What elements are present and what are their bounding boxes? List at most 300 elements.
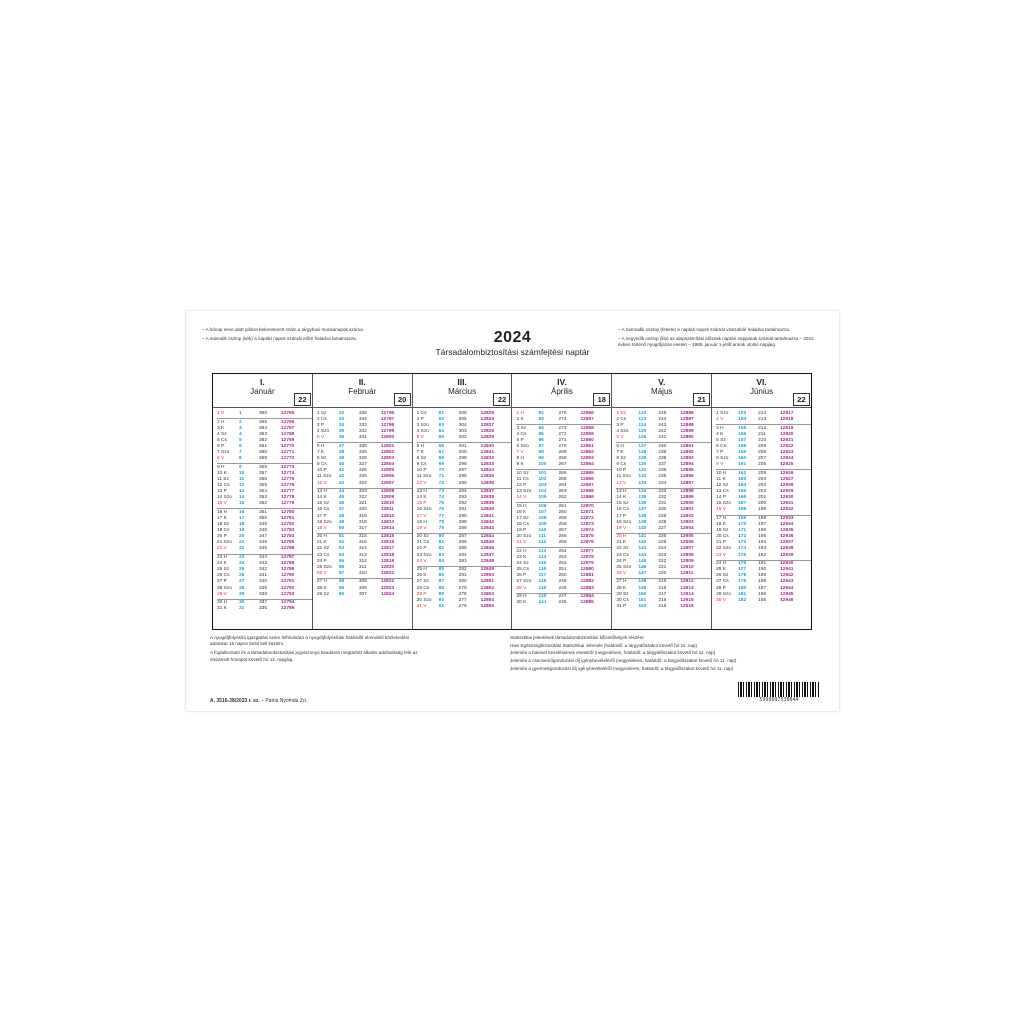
day-base-period-count: 12928: [780, 483, 794, 489]
calendar-subtitle: Társadalombiztosítási számfejtési naptár: [435, 347, 590, 357]
day-list: [213, 408, 312, 612]
day-label: 8 Sz: [316, 456, 327, 462]
day-forward-count: 55: [338, 558, 345, 564]
day-forward-count: 54: [338, 552, 345, 558]
day-base-period-count: 12905: [680, 534, 694, 540]
day-forward-count: 67: [438, 450, 444, 456]
day-base-period-count: 12788: [281, 561, 295, 567]
day-label: 8 V: [217, 456, 225, 462]
day-label: 2 K: [516, 417, 524, 423]
day-base-period-count: 12802: [380, 450, 395, 456]
bottom-note: A nyugdíjfolyósító igazgatási szerv felhívására a nyugdíjfolyósítási határidőt elrendelő közlekedési adatokat 15 napon belül kell közölni.: [210, 635, 409, 647]
day-label: 5 Sz: [716, 437, 726, 443]
day-forward-count: 95: [538, 431, 544, 437]
day-label: 12 Cs: [217, 483, 230, 489]
month-header: [712, 374, 811, 408]
day-forward-count: 48: [338, 513, 345, 519]
day-label: 5 P: [516, 437, 524, 443]
day-label: 27 Cs: [716, 579, 729, 585]
day-base-period-count: 12900: [680, 501, 694, 507]
day-forward-count: 1: [239, 411, 242, 416]
workdays-badge: 22: [793, 393, 810, 406]
day-label: 21 Cs: [416, 540, 430, 546]
day-row: [317, 571, 412, 577]
day-label: 28 Szo: [217, 585, 232, 591]
day-base-period-count: 12884: [580, 594, 594, 600]
day-forward-count: 51: [338, 534, 345, 540]
day-label: 22 Szo: [716, 546, 732, 552]
day-backward-count: 334: [358, 417, 367, 423]
day-backward-count: 359: [259, 456, 268, 462]
day-forward-count: 179: [738, 579, 747, 585]
month-name: Február: [348, 387, 377, 396]
day-backward-count: 288: [458, 525, 467, 531]
day-base-period-count: 12914: [680, 591, 694, 597]
day-label: 4 Szo: [316, 429, 330, 435]
day-forward-count: 181: [738, 591, 747, 597]
day-forward-count: 41: [338, 468, 345, 474]
day-label: 23 Cs: [316, 552, 330, 558]
day-backward-count: 313: [358, 552, 367, 558]
day-forward-count: 26: [239, 573, 245, 579]
day-label: 30 V: [716, 597, 727, 603]
day-forward-count: 22: [239, 546, 245, 552]
day-label: 28 K: [316, 585, 327, 591]
day-base-period-count: 12800: [380, 435, 395, 441]
day-backward-count: 187: [758, 585, 767, 591]
day-base-period-count: 12939: [780, 552, 794, 558]
day-label: 22 Sz: [316, 546, 330, 552]
day-base-period-count: 12785: [281, 540, 295, 546]
day-base-period-count: 12929: [780, 489, 794, 495]
day-backward-count: 342: [259, 567, 268, 573]
bottom-left-notes: [210, 635, 420, 666]
day-backward-count: 328: [358, 456, 367, 462]
day-label: 8 Szo: [716, 456, 729, 462]
day-forward-count: 165: [738, 489, 747, 495]
day-label: 21 K: [616, 540, 627, 546]
day-backward-count: 253: [558, 555, 567, 561]
day-label: 15 H: [516, 503, 527, 509]
day-forward-count: 166: [738, 495, 747, 501]
day-forward-count: 43: [338, 480, 345, 486]
day-backward-count: 350: [259, 516, 268, 521]
day-forward-count: 31: [239, 606, 245, 612]
workdays-badge: 20: [394, 393, 411, 406]
day-label: 11 Szo: [416, 474, 432, 480]
day-label: 17 V: [416, 513, 427, 519]
day-backward-count: 336: [259, 606, 268, 612]
day-label: 30 H: [217, 600, 228, 606]
day-label: 21 V: [516, 540, 527, 546]
day-forward-count: 134: [638, 489, 647, 495]
day-forward-count: 110: [538, 528, 547, 534]
day-row: [417, 559, 512, 565]
day-backward-count: 246: [558, 600, 567, 606]
day-backward-count: 185: [758, 597, 767, 603]
day-base-period-count: 12822: [380, 579, 395, 585]
day-forward-count: 120: [538, 594, 547, 600]
day-forward-count: 44: [338, 489, 345, 495]
day-forward-count: 109: [538, 522, 547, 528]
day-forward-count: 155: [738, 425, 747, 431]
day-label: 31 K: [217, 606, 227, 612]
day-base-period-count: 12862: [580, 450, 594, 456]
day-backward-count: 238: [658, 456, 667, 462]
day-base-period-count: 12915: [680, 597, 694, 603]
day-backward-count: 309: [358, 579, 367, 585]
day-backward-count: 202: [758, 489, 767, 495]
day-label: 12 V: [316, 480, 327, 486]
day-forward-count: 56: [338, 564, 345, 570]
day-backward-count: 241: [658, 435, 667, 441]
day-base-period-count: 12858: [580, 425, 594, 431]
day-label: 1 Sz: [616, 411, 626, 416]
day-backward-count: 237: [658, 462, 667, 468]
day-forward-count: 167: [738, 501, 747, 507]
day-backward-count: 292: [458, 501, 467, 507]
day-base-period-count: 12767: [281, 425, 295, 431]
day-base-period-count: 12805: [380, 468, 395, 474]
day-forward-count: 81: [438, 540, 444, 546]
day-label: 26 V: [316, 570, 327, 576]
day-forward-count: 38: [338, 450, 345, 456]
day-forward-count: 178: [738, 573, 747, 579]
day-backward-count: 264: [558, 483, 567, 489]
day-base-period-count: 12918: [780, 417, 794, 423]
day-base-period-count: 12940: [780, 561, 794, 567]
day-backward-count: 233: [658, 489, 667, 495]
day-label: 8 H: [516, 456, 524, 462]
day-base-period-count: 12920: [780, 431, 794, 437]
day-base-period-count: 12919: [780, 425, 794, 431]
day-list: [712, 408, 811, 604]
day-label: 8 Sz: [416, 456, 427, 462]
day-label: 16 H: [217, 509, 228, 515]
day-row: [317, 481, 412, 487]
day-forward-count: 74: [438, 495, 444, 501]
day-label: 29 V: [217, 591, 227, 597]
day-base-period-count: 12772: [281, 456, 295, 462]
month-name: Március: [448, 387, 477, 396]
day-backward-count: 360: [259, 450, 268, 456]
day-forward-count: 10: [239, 470, 245, 476]
day-label: 25 Szo: [616, 564, 632, 570]
day-row: [217, 411, 312, 417]
day-label: 19 Sz: [716, 528, 729, 534]
day-label: 2 Cs: [316, 417, 327, 423]
day-row: [417, 526, 512, 532]
day-base-period-count: 12906: [680, 540, 694, 546]
month-column: [413, 374, 513, 629]
day-forward-count: 79: [438, 525, 444, 531]
day-backward-count: 354: [259, 489, 268, 495]
day-base-period-count: 12913: [680, 585, 694, 591]
day-forward-count: 148: [638, 579, 647, 585]
day-row: [516, 547, 611, 555]
day-backward-count: 283: [458, 558, 467, 564]
day-label: 18 Sz: [217, 522, 230, 528]
day-backward-count: 230: [658, 507, 667, 513]
day-base-period-count: 12843: [480, 525, 494, 531]
day-label: 23 H: [217, 555, 228, 561]
month-header: [213, 374, 312, 408]
day-forward-count: 53: [338, 546, 345, 552]
day-base-period-count: 12775: [281, 476, 295, 482]
day-label: 14 K: [416, 495, 427, 501]
day-label: 10 P: [416, 468, 427, 474]
day-base-period-count: 12897: [680, 480, 694, 486]
day-backward-count: 312: [358, 558, 367, 564]
day-backward-count: 348: [259, 528, 268, 534]
day-label: 31 V: [416, 603, 427, 609]
day-label: 20 H: [616, 534, 627, 540]
day-label: 2 V: [716, 417, 724, 423]
day-label: 17 K: [217, 516, 227, 521]
day-backward-count: 293: [458, 495, 467, 501]
day-backward-count: 226: [658, 534, 667, 540]
day-forward-count: 94: [538, 425, 544, 431]
day-backward-count: 340: [259, 579, 268, 585]
workdays-badge: 21: [693, 393, 710, 406]
day-label: 7 Szo: [217, 450, 230, 456]
day-label: 16 Cs: [616, 507, 629, 513]
day-base-period-count: 12888: [680, 423, 694, 429]
day-backward-count: 231: [658, 501, 667, 507]
day-forward-count: 36: [338, 435, 345, 441]
day-label: 27 H: [616, 579, 627, 585]
day-backward-count: 338: [259, 591, 268, 597]
day-label: 20 P: [217, 534, 227, 540]
day-backward-count: 256: [558, 534, 567, 540]
day-forward-count: 108: [538, 516, 547, 521]
day-forward-count: 137: [638, 507, 647, 513]
day-backward-count: 341: [259, 573, 268, 579]
day-label: 7 K: [316, 450, 325, 456]
day-row: [317, 526, 412, 532]
day-label: 11 K: [716, 476, 726, 482]
day-backward-count: 190: [758, 567, 767, 573]
day-backward-count: 284: [458, 552, 467, 558]
day-label: 20 H: [316, 534, 327, 540]
day-forward-count: 2: [239, 419, 242, 425]
day-row: [417, 604, 512, 610]
day-backward-count: 251: [558, 567, 567, 573]
day-label: 28 Cs: [416, 585, 430, 591]
day-base-period-count: 12878: [580, 555, 594, 561]
day-forward-count: 162: [738, 470, 747, 476]
day-base-period-count: 12938: [780, 546, 794, 552]
day-label: 17 H: [716, 516, 727, 521]
day-base-period-count: 12766: [281, 419, 295, 425]
day-label: 6 P: [217, 443, 225, 449]
day-forward-count: 106: [538, 503, 547, 509]
day-base-period-count: 12816: [380, 540, 395, 546]
month-number: II.: [358, 377, 366, 387]
day-forward-count: 27: [239, 579, 245, 585]
workdays-badge: 22: [493, 393, 510, 406]
day-label: 17 Sz: [516, 516, 529, 521]
day-label: 1 Sz: [316, 411, 327, 416]
day-forward-count: 111: [538, 534, 546, 540]
day-base-period-count: 12909: [680, 558, 694, 564]
day-forward-count: 61: [438, 411, 444, 416]
day-list: [512, 408, 611, 606]
day-backward-count: 228: [658, 519, 667, 525]
notes-left: [202, 327, 417, 345]
day-forward-count: 89: [438, 591, 444, 597]
day-label: 31 P: [616, 603, 627, 609]
product-code: A. 3516-38/2023 r. sz.: [210, 698, 260, 704]
day-backward-count: 258: [558, 522, 567, 528]
day-forward-count: 18: [239, 522, 245, 528]
day-label: 2 H: [217, 419, 225, 425]
day-base-period-count: 12832: [480, 456, 494, 462]
day-forward-count: 58: [338, 579, 345, 585]
day-row: [217, 606, 312, 612]
day-backward-count: 198: [758, 516, 767, 521]
bottom-note: Jelentés a baleset kezeléseinek eseteiről (negyedéves, határidő: a tárgyidőszakot követő hó 11. nap): [510, 650, 716, 656]
day-backward-count: 347: [259, 534, 268, 540]
day-backward-count: 325: [358, 474, 367, 480]
day-backward-count: 193: [758, 546, 767, 552]
month-header: [313, 374, 412, 408]
day-forward-count: 136: [638, 501, 647, 507]
day-label: 13 H: [416, 489, 427, 495]
day-base-period-count: 12902: [680, 513, 694, 519]
day-base-period-count: 12868: [580, 489, 594, 495]
day-forward-count: 35: [338, 429, 345, 435]
calendar-card: [186, 311, 839, 711]
month-column: [612, 374, 712, 629]
day-base-period-count: 12826: [480, 417, 494, 423]
day-backward-count: 227: [658, 525, 667, 531]
day-base-period-count: 12856: [580, 411, 594, 416]
day-base-period-count: 12776: [281, 483, 295, 489]
day-forward-count: 66: [438, 443, 444, 449]
month-name: Május: [651, 387, 673, 396]
day-label: 24 P: [616, 558, 627, 564]
day-row: [516, 495, 611, 501]
day-label: 18 H: [416, 519, 427, 525]
day-label: 7 P: [716, 450, 724, 456]
day-forward-count: 123: [638, 417, 647, 423]
day-base-period-count: 12852: [480, 585, 494, 591]
day-backward-count: 195: [758, 534, 767, 540]
day-backward-count: 186: [758, 591, 767, 597]
day-backward-count: 304: [458, 423, 467, 429]
barcode-bars: [738, 682, 820, 697]
day-base-period-count: 12833: [480, 462, 494, 468]
day-base-period-count: 12908: [680, 552, 694, 558]
day-label: 13 P: [217, 489, 227, 495]
day-label: 19 Cs: [217, 528, 230, 534]
day-base-period-count: 12825: [480, 411, 494, 416]
day-label: 14 Szo: [217, 495, 232, 501]
day-label: 4 Sz: [217, 431, 227, 437]
day-backward-count: 252: [558, 561, 567, 567]
month-header: [413, 374, 512, 408]
day-forward-count: 173: [738, 540, 747, 546]
day-forward-count: 9: [239, 464, 242, 470]
day-label: 24 V: [416, 558, 427, 564]
day-backward-count: 199: [758, 507, 767, 513]
day-backward-count: 205: [758, 470, 767, 476]
day-forward-count: 115: [538, 561, 547, 567]
day-base-period-count: 12895: [680, 468, 694, 474]
day-label: 1 Cs: [416, 411, 427, 416]
day-base-period-count: 12806: [380, 474, 395, 480]
day-label: 3 P: [316, 423, 325, 429]
day-label: 28 P: [716, 585, 727, 591]
month-number: IV.: [557, 377, 567, 387]
day-backward-count: 243: [658, 423, 667, 429]
day-base-period-count: 12867: [580, 483, 594, 489]
day-forward-count: 13: [239, 489, 245, 495]
day-base-period-count: 12783: [281, 528, 295, 534]
day-base-period-count: 12921: [780, 437, 794, 443]
day-label: 25 Sz: [217, 567, 230, 573]
day-backward-count: 223: [658, 552, 667, 558]
day-forward-count: 84: [438, 558, 444, 564]
day-forward-count: 117: [538, 573, 547, 579]
day-backward-count: 204: [758, 476, 767, 482]
day-base-period-count: 12935: [780, 528, 794, 534]
day-label: 18 Cs: [516, 522, 530, 528]
day-base-period-count: 12944: [780, 585, 794, 591]
day-backward-count: 289: [458, 519, 467, 525]
day-base-period-count: 12791: [281, 579, 295, 585]
day-base-period-count: 12789: [281, 567, 295, 573]
day-row: [716, 553, 811, 559]
day-forward-count: 25: [239, 567, 245, 573]
day-base-period-count: 12892: [680, 450, 694, 456]
day-row: [716, 462, 811, 468]
day-forward-count: 45: [338, 495, 345, 501]
day-forward-count: 158: [738, 443, 747, 449]
day-forward-count: 3: [239, 425, 242, 431]
day-forward-count: 75: [438, 501, 444, 507]
day-label: 16 V: [716, 507, 727, 513]
day-label: 2 Cs: [616, 417, 627, 423]
day-backward-count: 208: [758, 450, 767, 456]
day-base-period-count: 12849: [480, 567, 494, 573]
day-forward-count: 28: [239, 585, 245, 591]
day-row: [516, 424, 611, 432]
day-row: [716, 515, 811, 523]
day-label: 19 V: [316, 525, 327, 531]
day-base-period-count: 12850: [480, 573, 494, 579]
day-backward-count: 194: [758, 540, 767, 546]
day-backward-count: 229: [658, 513, 667, 519]
day-forward-count: 16: [239, 509, 245, 515]
day-label: 13 Szo: [516, 489, 532, 495]
day-base-period-count: 12799: [380, 429, 395, 435]
day-forward-count: 127: [638, 443, 647, 449]
day-forward-count: 161: [738, 462, 747, 468]
day-forward-count: 125: [638, 429, 647, 435]
day-row: [616, 435, 711, 441]
day-backward-count: 364: [259, 425, 268, 431]
day-row: [417, 435, 512, 441]
day-base-period-count: 12801: [380, 443, 395, 449]
day-backward-count: 352: [259, 501, 268, 507]
day-label: 13 H: [616, 489, 627, 495]
day-row: [317, 442, 412, 450]
day-row: [616, 481, 711, 487]
day-base-period-count: 12830: [480, 443, 494, 449]
day-backward-count: 261: [558, 503, 567, 509]
